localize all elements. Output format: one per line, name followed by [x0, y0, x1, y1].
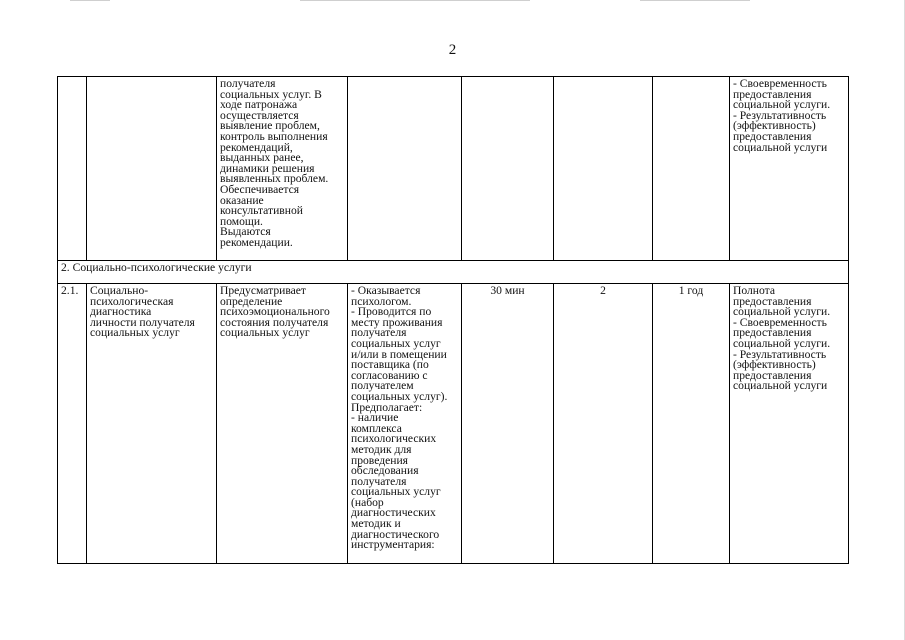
cell-number: 2.1. [58, 284, 87, 564]
page-number: 2 [448, 42, 457, 58]
cell-period [653, 77, 730, 261]
cell-duration [462, 77, 554, 261]
cell-criteria: Полнота предоставления социальной услуги. - Своевременность предоставления социальной услуги. - Результативность (эффективность) предоставления социальной услуги [730, 284, 849, 564]
cell-criteria: - Своевременность предоставления социальной услуги. - Результативность (эффективность) предоставления социальной услуги [730, 77, 849, 261]
cell-service-name: Социально- психологическая диагностика личности получателя социальных услуг [87, 284, 217, 564]
scan-edge-line-left [70, 0, 110, 1]
scan-edge-line-center [300, 0, 530, 1]
cell-description: получателя социальных услуг. В ходе патронажа осуществляется выявление проблем, контроль выполнения рекомендаций, выданных ранее, динамики решения выявленных проблем. Обеспечивается оказание консультативной помощи. Выдаются рекомендации. [217, 77, 348, 261]
table-row-service-2-1 [58, 284, 849, 564]
cell-count: 2 [554, 284, 653, 564]
cell-count [554, 77, 653, 261]
scan-edge-line-right [640, 0, 750, 1]
cell-description: Предусматривает определение психоэмоционального состояния получателя социальных услуг [217, 284, 348, 564]
cell-number [58, 77, 87, 261]
services-table [57, 76, 849, 564]
cell-conditions: - Оказывается психологом. - Проводится по месту проживания получателя социальных услуг и/или в помещении поставщика (по согласованию с получателем социальных услуг). Предполагает: - наличие комплекса психологических методик для проведения обследования получателя социальных услуг (набор диагностических методик и диагностического инструментария: [348, 284, 462, 564]
cell-conditions [348, 77, 462, 261]
table-row-continuation [58, 77, 849, 261]
cell-service-name [87, 77, 217, 261]
cell-duration: 30 мин [462, 284, 554, 564]
table-row-section-header [58, 261, 849, 284]
section-title: 2. Социально-психологические услуги [58, 261, 849, 284]
cell-period: 1 год [653, 284, 730, 564]
